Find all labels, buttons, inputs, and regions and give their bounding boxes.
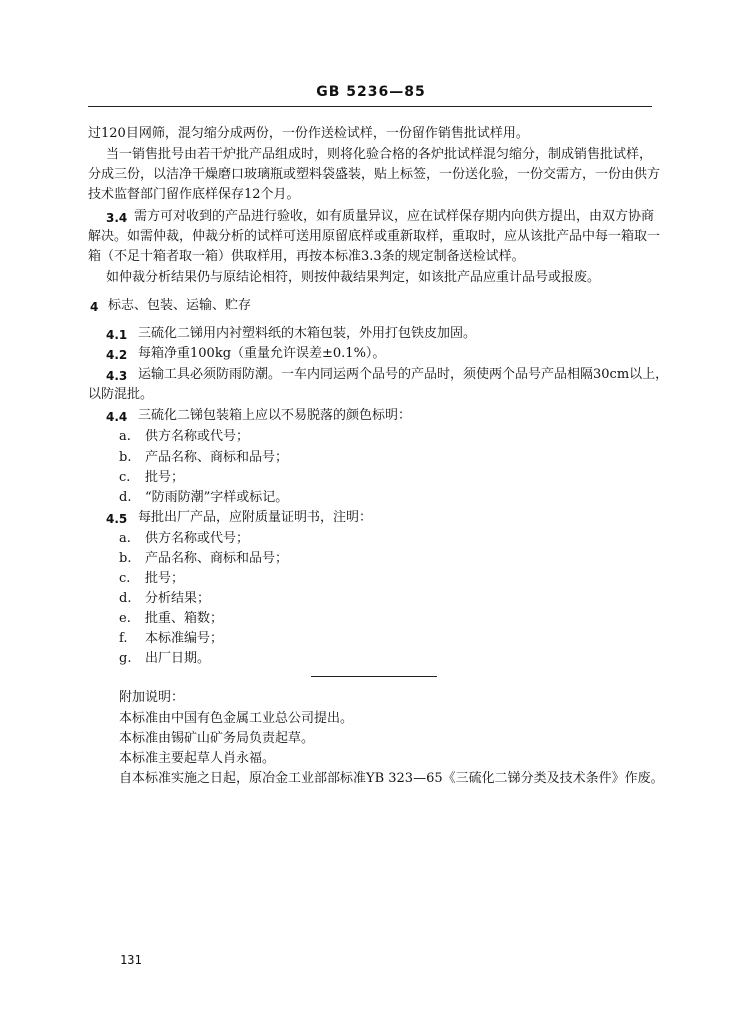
text-line: 箱（不足十箱者取一箱）供取样用，再按本标准3.3条的规定制备送检试样。: [88, 249, 525, 264]
text-line: 技术监督部门留作底样保存12个月。: [88, 187, 300, 202]
appendix-line: 本标准主要起草人肖永福。: [119, 751, 276, 766]
text-line: 三硫化二锑用内衬塑料纸的木箱包装，外用打包铁皮加固。: [138, 326, 477, 341]
section-number: 4.3: [106, 369, 128, 383]
list-marker: e.: [119, 611, 131, 626]
list-item: 批号；: [145, 470, 185, 485]
appendix-line: 本标准由中国有色金属工业总公司提出。: [119, 711, 354, 726]
list-item: 分析结果；: [145, 591, 211, 606]
list-marker: c.: [119, 470, 131, 485]
text-line: 以防混批。: [88, 387, 154, 402]
list-marker: d.: [119, 591, 132, 606]
text-line: 如仲裁分析结果仍与原结论相符，则按仲裁结果判定，如该批产品应重计品号或报废。: [106, 270, 601, 285]
appendix-line: 本标准由锡矿山矿务局负责起草。: [119, 731, 315, 746]
list-item: 产品名称、商标和品号；: [145, 551, 289, 566]
page-number: 131: [120, 953, 142, 967]
list-marker: d.: [119, 490, 132, 505]
text-line: 每箱净重100kg（重量允许误差±0.1%）。: [138, 346, 386, 361]
header-rule: [88, 106, 652, 107]
list-item: 本标准编号；: [145, 631, 224, 646]
list-marker: f.: [119, 631, 128, 646]
section-number: 4.5: [106, 512, 128, 526]
list-item: 供方名称或代号；: [145, 429, 250, 444]
list-item: 供方名称或代号；: [145, 531, 250, 546]
text-line: 运输工具必须防雨防潮。一车内同运两个品号的产品时，须使两个品号产品相隔30cm以上，: [138, 367, 669, 382]
text-line: 每批出厂产品，应附质量证明书，注明：: [138, 510, 373, 525]
list-marker: b.: [119, 551, 132, 566]
standard-code-header: GB 5236—85: [316, 84, 426, 100]
list-item: 批号；: [145, 571, 185, 586]
list-marker: a.: [119, 429, 131, 444]
text-line: 需方可对收到的产品进行验收，如有质量异议，应在试样保存期内向供方提出，由双方协商: [134, 209, 655, 224]
appendix-line: 自本标准实施之日起，原冶金工业部部标准YB 323—65《三硫化二锑分类及技术条件》作废。: [119, 771, 664, 786]
section-number: 4: [90, 300, 99, 314]
section-number: 4.4: [106, 410, 128, 424]
text-line: 分成三份，以洁净干燥磨口玻璃瓶或塑料袋盛装，贴上标签，一份送化验，一份交需方，一份由供方: [88, 167, 661, 182]
section-number: 4.2: [106, 348, 128, 362]
list-marker: b.: [119, 450, 132, 465]
appendix-heading: 附加说明：: [119, 690, 185, 705]
list-marker: a.: [119, 531, 131, 546]
section-number: 3.4: [106, 211, 128, 225]
text-line: 解决。如需仲裁，仲裁分析的试样可送用原留底样或重新取样，重取时，应从该批产品中每一箱取一: [88, 229, 661, 244]
list-item: “防雨防潮”字样或标记。: [145, 490, 289, 505]
section-number: 4.1: [106, 328, 128, 342]
text-line: 过120目网筛，混匀缩分成两份，一份作送检试样，一份留作销售批试样用。: [88, 126, 529, 141]
list-item: 产品名称、商标和品号；: [145, 450, 289, 465]
list-marker: g.: [119, 651, 132, 666]
section-heading: 标志、包装、运输、贮存: [108, 298, 252, 313]
text-line: 三硫化二锑包装箱上应以不易脱落的颜色标明：: [138, 408, 412, 423]
separator-rule: [311, 676, 437, 677]
list-item: 批重、箱数；: [145, 611, 224, 626]
list-marker: c.: [119, 571, 131, 586]
list-item: 出厂日期。: [145, 651, 211, 666]
text-line: 当一销售批号由若干炉批产品组成时，则将化验合格的各炉批试样混匀缩分，制成销售批试样，: [106, 147, 653, 162]
